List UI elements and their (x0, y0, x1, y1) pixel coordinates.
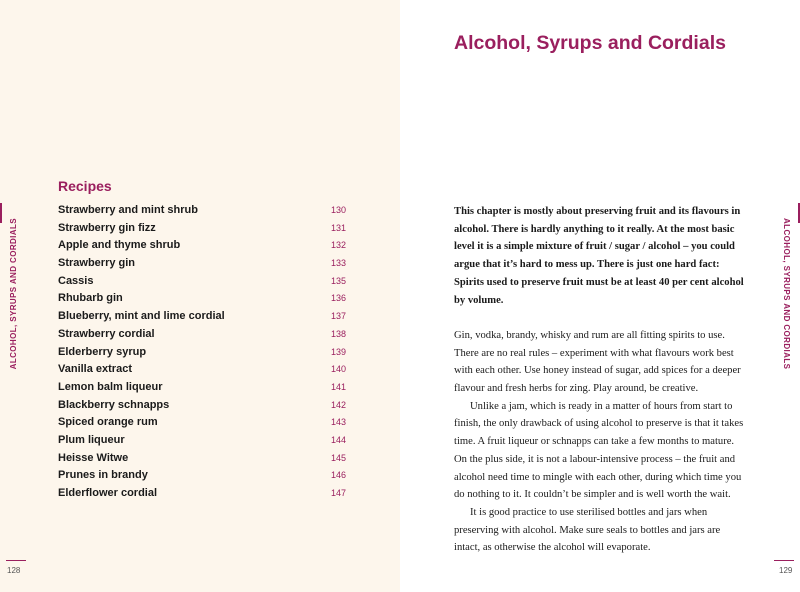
recipe-title: Strawberry gin (58, 257, 136, 270)
recipe-title: Strawberry cordial (58, 327, 155, 340)
recipe-row[interactable] (58, 432, 346, 450)
right-page (400, 0, 800, 592)
recipe-page-number: 143 (330, 417, 346, 428)
recipe-title: Apple and thyme shrub (58, 239, 181, 252)
left-section-tab (0, 203, 2, 223)
recipe-row[interactable] (58, 220, 346, 238)
recipe-row[interactable] (58, 326, 346, 344)
recipe-title: Strawberry gin fizz (58, 221, 156, 234)
recipe-title: Blueberry, mint and lime cordial (58, 310, 225, 323)
recipe-row[interactable] (58, 450, 346, 468)
recipe-row[interactable] (58, 202, 346, 220)
recipe-page-number: 142 (330, 399, 346, 410)
recipe-row[interactable] (58, 308, 346, 326)
recipe-page-number: 146 (330, 470, 346, 481)
right-running-label: ALCOHOL, SYRUPS AND CORDIALS (782, 218, 791, 370)
recipe-page-number: 137 (330, 311, 346, 322)
recipe-title: Lemon balm liqueur (58, 380, 163, 393)
body-paragraph: Unlike a jam, which is ready in a matter of hours from start to finish, the only drawback of using alcohol to preserve is that it takes time. A fruit liqueur or schnapps can take a few months to mature. On the plus side, it is not a labour-intensive process – the fruit and alcohol need time to mingle with each other, during which time you do nothing to it. It couldn’t be simpler and is well worth the wait. (454, 400, 744, 501)
body-paragraph: It is good practice to use sterilised bottles and jars when preserving with alcohol. Make sure seals to bottles and jars are intact, as otherwise the alcohol will evaporate. (454, 506, 721, 554)
chapter-body (454, 203, 746, 557)
recipe-page-number: 140 (330, 364, 346, 375)
chapter-title: Alcohol, Syrups and Cordials (454, 32, 726, 54)
recipe-page-number: 131 (330, 222, 346, 233)
left-page-number: 128 (7, 566, 21, 575)
recipe-title: Blackberry schnapps (58, 398, 170, 411)
intro-paragraph: This chapter is mostly about preserving fruit and its flavours in alcohol. There is hardly anything to it really. At the most basic level it is a simple mixture of fruit / sugar / alcohol – you could argue that it’s hard to mess up. There is just one hard fact: Spirits used to preserve fruit must be at least 40 per cent alcohol by volume. (454, 206, 744, 306)
body-paragraph: Gin, vodka, brandy, whisky and rum are all fitting spirits to use. There are no real rules – experiment with what flavours work best with each other. Use honey instead of sugar, add spices for a deeper flavour and fresh herbs for zing. Play around, be creative. (454, 329, 741, 395)
recipe-title: Plum liqueur (58, 433, 125, 446)
recipe-page-number: 145 (330, 452, 346, 463)
recipe-list (58, 202, 346, 503)
recipe-row[interactable] (58, 361, 346, 379)
recipe-page-number: 133 (330, 258, 346, 269)
recipe-title: Elderflower cordial (58, 487, 158, 499)
recipes-heading: Recipes (58, 178, 112, 194)
recipe-page-number: 132 (330, 240, 346, 251)
recipe-row[interactable] (58, 237, 346, 255)
recipe-page-number: 136 (330, 293, 346, 304)
recipe-row[interactable] (58, 467, 346, 485)
recipe-row[interactable] (58, 273, 346, 291)
recipe-title: Cassis (58, 274, 94, 287)
recipe-title: Heisse Witwe (58, 451, 129, 464)
recipe-row[interactable] (58, 379, 346, 397)
recipe-page-number: 147 (330, 488, 346, 498)
left-folio-rule (6, 560, 26, 561)
recipe-title: Elderberry syrup (58, 345, 147, 358)
right-folio-rule (774, 560, 794, 561)
recipe-row[interactable] (58, 485, 346, 503)
recipe-title: Vanilla extract (58, 363, 132, 376)
recipe-page-number: 144 (330, 434, 346, 445)
recipe-row[interactable] (58, 397, 346, 415)
recipe-title: Spiced orange rum (58, 416, 158, 429)
recipe-row[interactable] (58, 290, 346, 308)
recipe-title: Prunes in brandy (58, 469, 148, 482)
left-running-label: ALCOHOL, SYRUPS AND CORDIALS (9, 218, 18, 370)
recipe-title: Rhubarb gin (58, 292, 123, 305)
recipe-row[interactable] (58, 344, 346, 362)
recipe-page-number: 138 (330, 328, 346, 339)
recipe-title: Strawberry and mint shrub (58, 204, 198, 216)
recipe-page-number: 135 (330, 275, 346, 286)
recipe-page-number: 130 (330, 205, 346, 215)
recipe-page-number: 141 (330, 381, 346, 392)
recipe-page-number: 139 (330, 346, 346, 357)
recipe-row[interactable] (58, 255, 346, 273)
recipe-row[interactable] (58, 414, 346, 432)
right-page-number: 129 (779, 566, 793, 575)
